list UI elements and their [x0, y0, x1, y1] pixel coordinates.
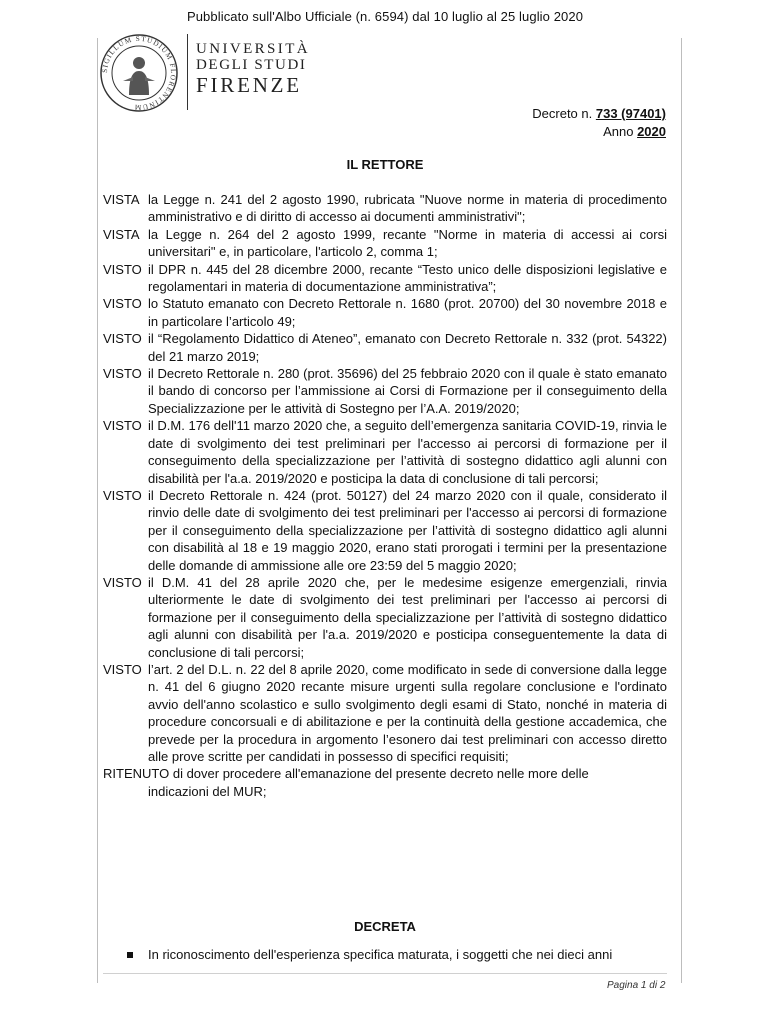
decreta-heading: DECRETA	[354, 919, 416, 934]
ritenuto-label: RITENUTO	[103, 766, 170, 782]
premise-entry	[103, 417, 667, 487]
ritenuto-entry	[103, 765, 667, 800]
premise-text: il DPR n. 445 del 28 dicembre 2000, recante “Testo unico delle disposizioni legislative e regolamentari in materia di documentazione amministrativa”;	[148, 261, 667, 295]
premise-text: il Decreto Rettorale n. 424 (prot. 50127) del 24 marzo 2020 con il quale, considerato il rinvio delle date di svolgimento dei test preliminari per l'accesso ai percorsi di formazione per il conseguimento della specializzazione per l’attività di sostegno didattico agli alunni con disabilità al 18 e 19 maggio 2020, erano stati prorogati i termini per la presentazione delle domande di ammissione alle ore 23:59 del 5 maggio 2020;	[148, 487, 667, 573]
logo-line-1: UNIVERSITÀ	[196, 41, 310, 57]
premise-label: VISTO	[103, 418, 142, 434]
university-seal-icon	[99, 33, 179, 113]
ritenuto-text-rest: indicazioni del MUR;	[148, 783, 267, 799]
bullet-text: In riconoscimento dell'esperienza specifica maturata, i soggetti che nei dieci anni	[148, 947, 613, 962]
premise-entry	[103, 574, 667, 661]
premise-text: il D.M. 176 dell'11 marzo 2020 che, a seguito dell’emergenza sanitaria COVID-19, rinvia le date di svolgimento dei test preliminari per l'accesso ai percorsi di formazione per il conseguimento della specializzazione per l’attività di sostegno didattico agli alunni con disabilità per l'a.a. 2019/2020 e posticipa la data di conclusione di tali percorsi;	[148, 418, 667, 486]
left-margin-rule	[97, 38, 98, 983]
year-label: Anno	[603, 124, 634, 139]
premise-label: VISTA	[103, 226, 140, 242]
premise-entry	[103, 330, 667, 365]
premise-text: l’art. 2 del D.L. n. 22 del 8 aprile 2020, come modificato in sede di conversione dalla legge n. 41 del 6 giugno 2020 recante misure urgenti sulla regolare conclusione e l'ordinato avvio dell'anno scolastico e sullo svolgimento degli esami di Stato, nonché in materia di procedure concorsuali e di abilitazione e per la continuità della gestione accademica, che prevede per la procedura in argomento l’esonero dai test preliminari con accesso diretto alle prove scritte per candidati in possesso di specifici requisiti;	[148, 661, 667, 764]
premise-text: la Legge n. 241 del 2 agosto 1990, rubricata "Nuove norme in materia di procedimento amministrativo e di diritto di accesso ai documenti amministrativi";	[148, 192, 667, 225]
premise-label: VISTO	[103, 487, 142, 503]
ritenuto-text-first: di dover procedere all'emanazione del presente decreto nelle more delle	[172, 766, 589, 782]
premise-entry	[103, 261, 667, 296]
seal-text: SIGILLUM STUDIUM FLORENTINUM	[100, 34, 178, 112]
bullet-icon	[127, 952, 133, 958]
premise-entry	[103, 295, 667, 330]
logo-divider	[187, 34, 188, 110]
premise-entry	[103, 226, 667, 261]
publication-header: Pubblicato sull'Albo Ufficiale (n. 6594) dal 10 luglio al 25 luglio 2020	[186, 9, 584, 24]
premise-text: la Legge n. 264 del 2 agosto 1999, recante "Norme in materia di accessi ai corsi universitari" e, in particolare, l'articolo 2, comma 1;	[148, 226, 667, 260]
premise-text: il “Regolamento Didattico di Ateneo”, emanato con Decreto Rettorale n. 332 (prot. 54322) del 21 marzo 2019;	[148, 331, 667, 364]
university-logo	[196, 41, 310, 97]
premise-label: VISTO	[103, 296, 142, 312]
decree-meta	[532, 105, 666, 141]
footer-rule	[103, 973, 667, 974]
premise-label: VISTO	[103, 366, 142, 382]
premises-list	[103, 191, 667, 765]
document-body	[103, 191, 667, 800]
right-margin-rule	[681, 38, 682, 983]
premise-text: il D.M. 41 del 28 aprile 2020 che, per le medesime esigenze emergenziali, rinvia ulteriormente le date di svolgimento dei test preliminari per l'accesso ai percorsi di formazione per il conseguimento della specializzazione per l’attività di sostegno didattico agli alunni con disabilità per l'a.a. 2019/2020 e posticipa conseguentemente la data di conclusione di tali percorsi;	[148, 574, 667, 660]
logo-line-2: DEGLI STUDI	[196, 57, 307, 73]
premise-label: VISTO	[103, 661, 142, 677]
premise-label: VISTO	[103, 331, 142, 347]
logo-line-3: FIRENZE	[196, 73, 302, 97]
premise-label: VISTO	[103, 261, 142, 277]
decree-year: 2020	[637, 124, 666, 139]
premise-label: VISTA	[103, 192, 140, 207]
premise-entry	[103, 365, 667, 417]
page-title: IL RETTORE	[346, 157, 424, 172]
decree-label: Decreto n.	[532, 106, 593, 121]
premise-entry	[103, 487, 667, 574]
decree-number: 733 (97401)	[595, 106, 666, 121]
premise-entry	[103, 661, 667, 765]
premise-label: VISTO	[103, 574, 142, 590]
page-number: Pagina 1 di 2	[607, 980, 666, 991]
premise-text: lo Statuto emanato con Decreto Rettorale n. 1680 (prot. 20700) del 30 novembre 2018 e in particolare l’articolo 49;	[148, 296, 667, 329]
premise-text: il Decreto Rettorale n. 280 (prot. 35696) del 25 febbraio 2020 con il quale è stato emanato il bando di concorso per l’ammissione ai Corsi di Formazione per il conseguimento della Specializzazione per le attività di Sostegno per l’A.A. 2019/2020;	[148, 366, 667, 416]
bullet-item	[127, 947, 612, 962]
premise-entry	[103, 191, 667, 226]
